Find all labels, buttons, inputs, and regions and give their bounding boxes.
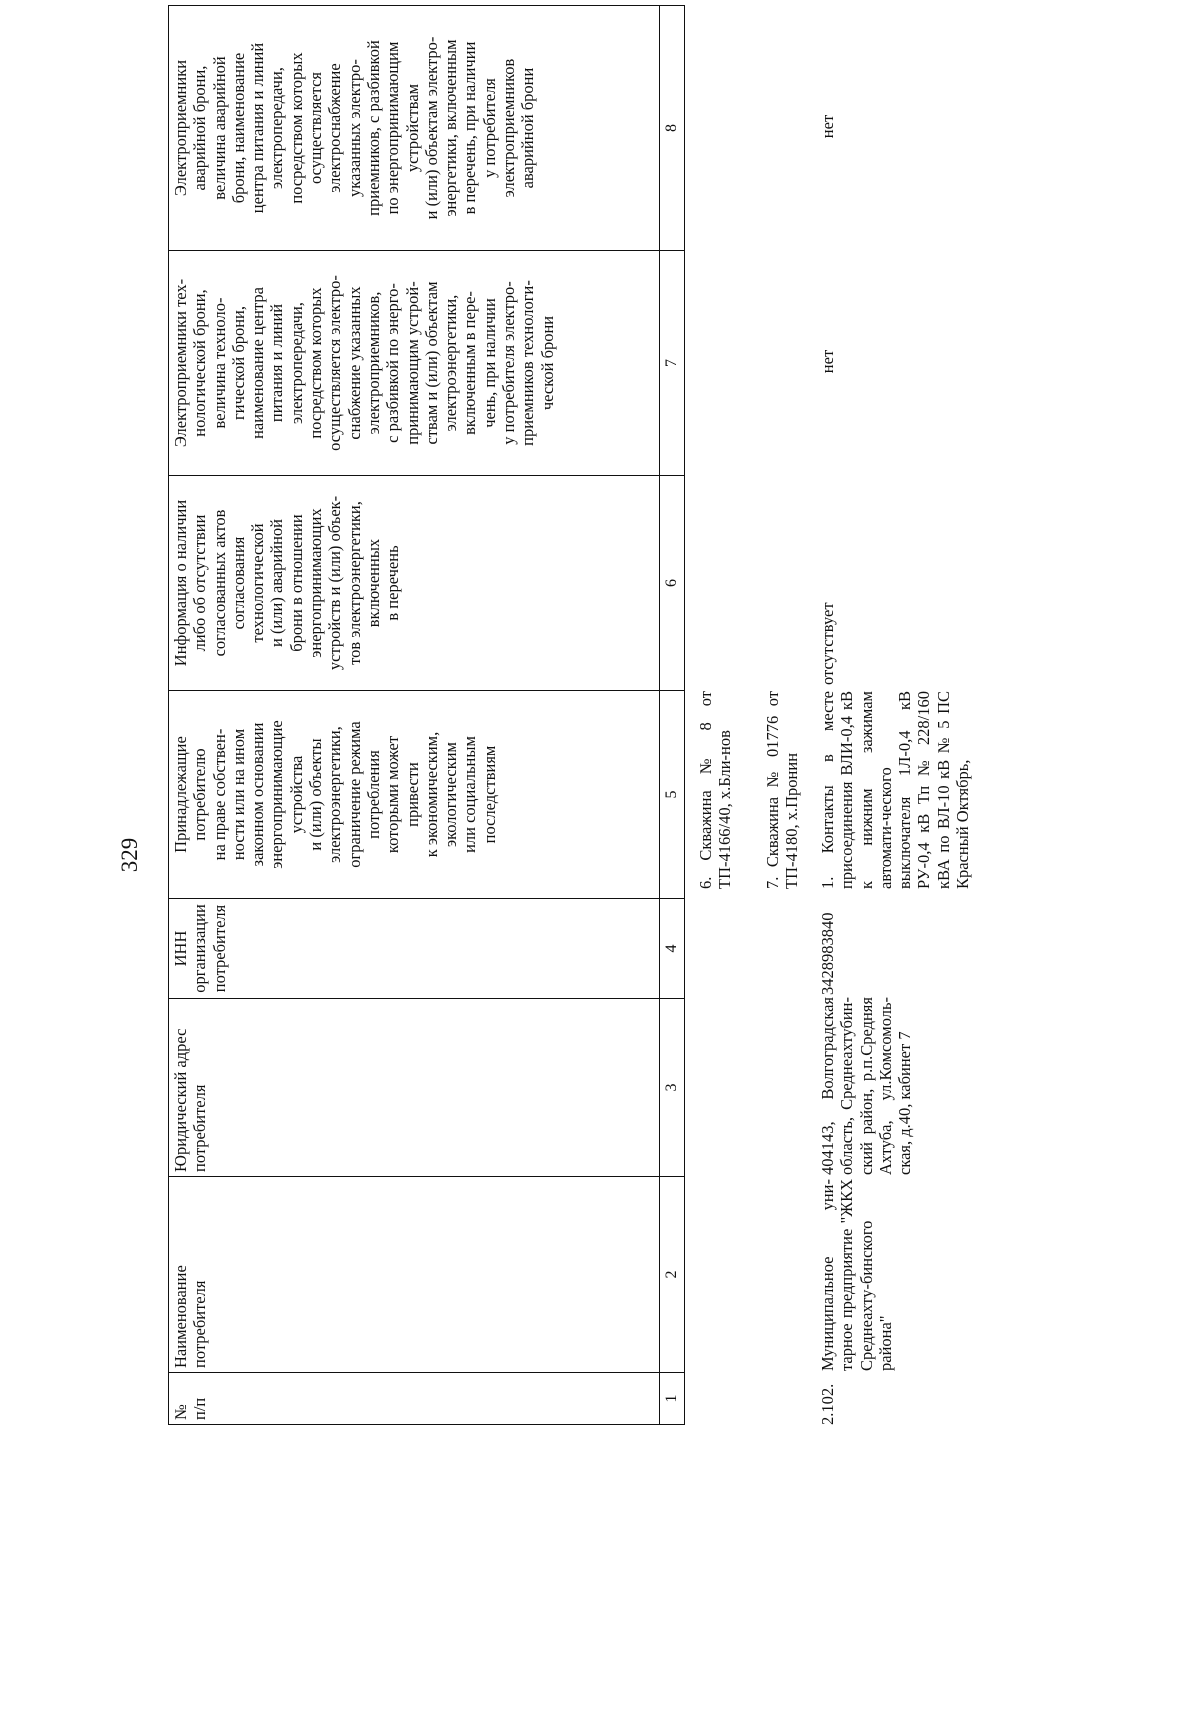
row-technological-reserve: нет (818, 349, 837, 374)
header-consumer-name: Наименование потребителя (169, 1177, 660, 1373)
header-number: № п/п (169, 1373, 660, 1425)
continuation-item-6: 6. Скважина № 8 от ТП-4166/40, х.Бли-нов (696, 691, 735, 889)
row-emergency-reserve: нет (818, 114, 837, 139)
continuation-item-7: 7. Скважина № 01776 от ТП-4180, х.Пронин (763, 691, 802, 889)
column-number-1: 1 (660, 1373, 685, 1425)
consumer-table-header (168, 5, 685, 1425)
column-number-2: 2 (660, 1177, 685, 1373)
page-number: 329 (117, 837, 142, 873)
row-agreement-acts: отсутствует (818, 602, 837, 685)
rotated-table-content (168, 6, 1108, 1425)
row-power-objects: 1. Контакты в месте присоединения ВЛИ-0,4 кВ к нижним зажимам автомати-ческого выключателя 1Л-0,4 кВ РУ-0,4 кВ Тп № 228/160 кВА по ВЛ-10 кВ № 5 ПС Красный Октябрь, (818, 691, 973, 889)
column-number-3: 3 (660, 999, 685, 1177)
header-emergency-reserve: Электроприемники аварийной брони, величина аварийной брони, наименование центра питания и линий электропередачи, посредством которых осуществляется электроснабжение указанных электро- приемников, с разбивкой по энергопринимающим устройствам и (или) объектам электро- энергетики, включенным в перечень, при наличии у потребителя электроприемников аварийной брони (169, 6, 660, 251)
header-legal-address: Юридический адрес потребителя (169, 999, 660, 1177)
header-agreement-acts: Информация о наличии либо об отсутствии согласованных актов согласования технологической и (или) аварийной брони в отношении энергопринимающих устройств и (или) объек- тов электроэнергетики, включенных в перечень (169, 476, 660, 691)
header-inn: ИНН организации потребителя (169, 899, 660, 999)
row-inn: 3428983840 (818, 912, 837, 995)
column-number-8: 8 (660, 6, 685, 251)
column-number-5: 5 (660, 691, 685, 899)
header-power-objects: Принадлежащие потребителю на праве собствен- ности или на ином законном основании энергопринимающие устройства и (или) объекты электроэнергетики, ограничение режима потребления которыми может привести к экономическим, экологическим или социальным последствиям (169, 691, 660, 899)
column-number-6: 6 (660, 476, 685, 691)
header-technological-reserve: Электроприемники тех- нологической брони, величина техноло- гической брони, наименование центра питания и линий электропередачи, посредством которых осуществляется электро- снабжение указанных электроприемников, с разбивкой по энерго- принимающим устрой- ствам и (или) объектам электроэнергетики, включенным в пере- чень, при наличии у потребителя электро- приемников технологи- ческой брони (169, 251, 660, 476)
column-number-4: 4 (660, 899, 685, 999)
row-consumer-name: Муниципальное уни-тарное предприятие "ЖКХ Среднеахту-бинского района" (818, 1179, 895, 1371)
column-number-7: 7 (660, 251, 685, 476)
row-number: 2.102. (818, 1383, 837, 1425)
row-legal-address: 404143, Волгоградская область, Среднеахтубин-ский район, р.п.Средняя Ахтуба, ул.Комсомоль-ская, д.40, кабинет 7 (818, 997, 915, 1175)
